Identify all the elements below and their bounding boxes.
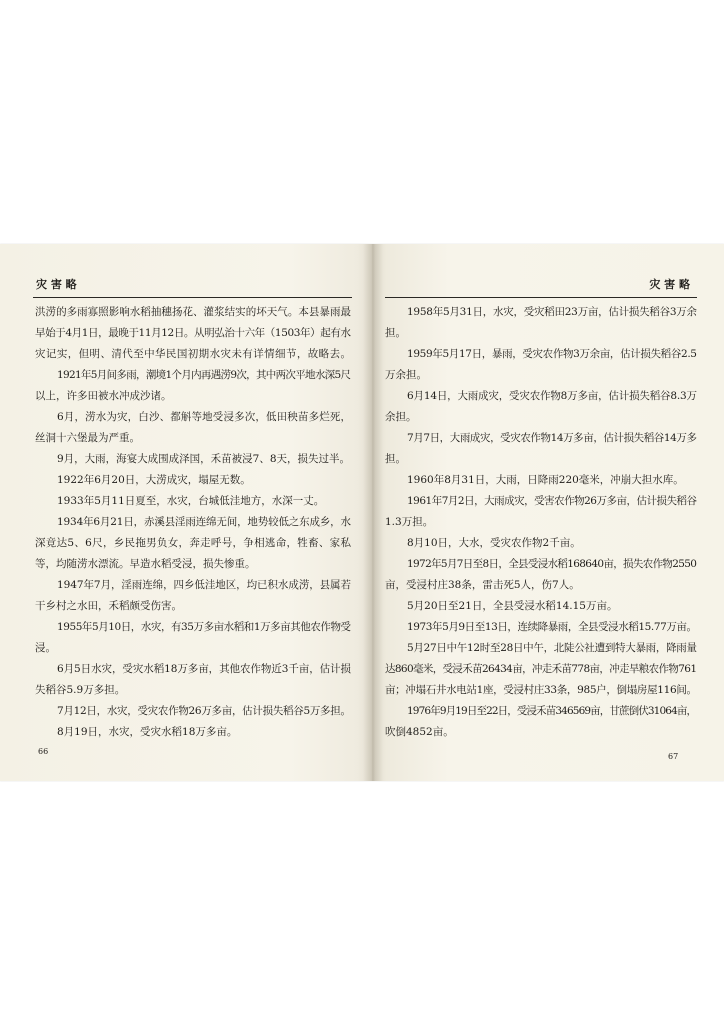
text-line: 灾记实，但明、清代至中华民国初期水灾未有详情细节，故略去。: [35, 348, 351, 360]
text-line: 7月12日，水灾，受灾农作物26万多亩，估计损失稻谷5万多担。: [57, 705, 351, 717]
text-line: 担。: [385, 453, 406, 465]
page-body: [35, 302, 351, 743]
text-line: 1955年5月10日，水灾，有35万多亩水稻和1万多亩其他农作物受: [57, 621, 351, 633]
text-line: 万余担。: [385, 369, 427, 381]
page-number: 67: [668, 752, 679, 761]
text-line: 以上，许多田被水冲成沙诸。: [35, 390, 172, 402]
text-line: 1958年5月31日，水灾，受灾稻田23万亩，估计损失稻谷3万余: [407, 306, 697, 318]
text-line: 干乡村之水田，禾稻颇受伤害。: [35, 600, 182, 612]
text-line: 1973年5月9日至13日，连续降暴雨，全县受浸水稻15.77万亩。: [407, 621, 697, 633]
left-page: [0, 244, 372, 781]
right-page: [372, 244, 724, 781]
running-head: 灾 害 略: [36, 278, 77, 291]
text-line: 担。: [385, 327, 406, 339]
text-line: 等，均随涝水漂流。早造水稻受浸，损失惨重。: [35, 558, 256, 570]
text-line: 6月14日，大雨成灾，受灾农作物8万多亩，估计损失稻谷8.3万: [407, 390, 697, 402]
text-line: 1972年5月7日至8日，全县受浸水稻168640亩，损失农作物2550: [407, 558, 697, 570]
text-line: 1922年6月20日，大涝成灾，塌屋无数。: [57, 474, 251, 486]
text-line: 1976年9月19日至22日，受浸禾苗346569亩，甘蔗倒伏31064亩，: [407, 705, 697, 717]
running-head: 灾 害 略: [649, 278, 690, 291]
text-line: 1.3万担。: [385, 516, 434, 528]
text-line: 8月10日，大水，受灾农作物2千亩。: [407, 537, 581, 549]
page-number: 66: [38, 747, 49, 756]
text-line: 1959年5月17日，暴雨，受灾农作物3万余亩，估计损失稻谷2.5: [407, 348, 697, 360]
text-line: 1921年5月间多雨，潮境1个月内再遇涝9次，其中两次平地水深5尺: [57, 369, 351, 381]
book-spread: [0, 244, 724, 781]
text-line: 深竟达5、6尺，乡民拖男负女，奔走呼号，争相逃命，牲畜、家私: [35, 537, 351, 549]
text-line: 亩，受浸村庄38条，雷击死5人，伤7人。: [385, 579, 580, 591]
text-line: 8月19日，水灾，受灾水稻18万多亩。: [57, 726, 238, 738]
text-line: 早始于4月1日，最晚于11月12日。从明弘治十六年（1503年）起有水: [35, 327, 351, 339]
text-line: 5月27日中午12时至28日中午，北陡公社遭到特大暴雨，降雨量: [407, 642, 697, 654]
text-line: 丝洞十六堡最为严重。: [35, 432, 140, 444]
text-line: 吹倒4852亩。: [385, 726, 454, 738]
book-gutter: [363, 244, 383, 781]
text-line: 浸。: [35, 642, 56, 654]
text-line: 5月20日至21日，全县受浸水稻14.15万亩。: [407, 600, 618, 612]
text-line: 余担。: [385, 411, 417, 423]
text-line: 6月5日水灾，受灾水稻18万多亩，其他农作物近3千亩，估计损: [57, 663, 351, 675]
text-line: 洪涝的多雨寡照影响水稻抽穗扬花、灌浆结实的坏天气。本县暴雨最: [35, 306, 351, 318]
text-line: 1960年8月31日，大雨，日降雨220毫米，冲崩大担水库。: [407, 474, 684, 486]
text-line: 9月，大雨，海宴大成围成泽国，禾苗被浸7、8天，损失过半。: [57, 453, 351, 465]
text-line: 7月7日，大雨成灾，受灾农作物14万多亩，估计损失稻谷14万多: [407, 432, 697, 444]
page-body: [385, 302, 697, 743]
text-line: 1961年7月2日，大雨成灾，受害农作物26万多亩，估计损失稻谷: [407, 495, 697, 507]
header-rule: [385, 297, 697, 298]
text-line: 6月，涝水为灾，白沙、都斛等地受浸多次，低田秧苗多烂死，: [57, 411, 351, 423]
text-line: 失稻谷5.9万多担。: [35, 684, 126, 696]
text-line: 1933年5月11日夏至，水灾，台城低洼地方，水深一丈。: [57, 495, 325, 507]
text-line: 达860毫米，受浸禾苗26434亩，冲走禾苗778亩，冲走旱粮农作物761: [385, 663, 697, 675]
text-line: 1934年6月21日，赤溪县淫雨连绵无间，地势较低之东成乡，水: [57, 516, 351, 528]
text-line: 亩；冲塌石井水电站1座，受浸村庄33条，985户，倒塌房屋116间。: [385, 684, 697, 696]
text-line: 1947年7月，淫雨连绵，四乡低洼地区，均已积水成涝，县属若: [57, 579, 351, 591]
header-rule: [33, 297, 352, 298]
